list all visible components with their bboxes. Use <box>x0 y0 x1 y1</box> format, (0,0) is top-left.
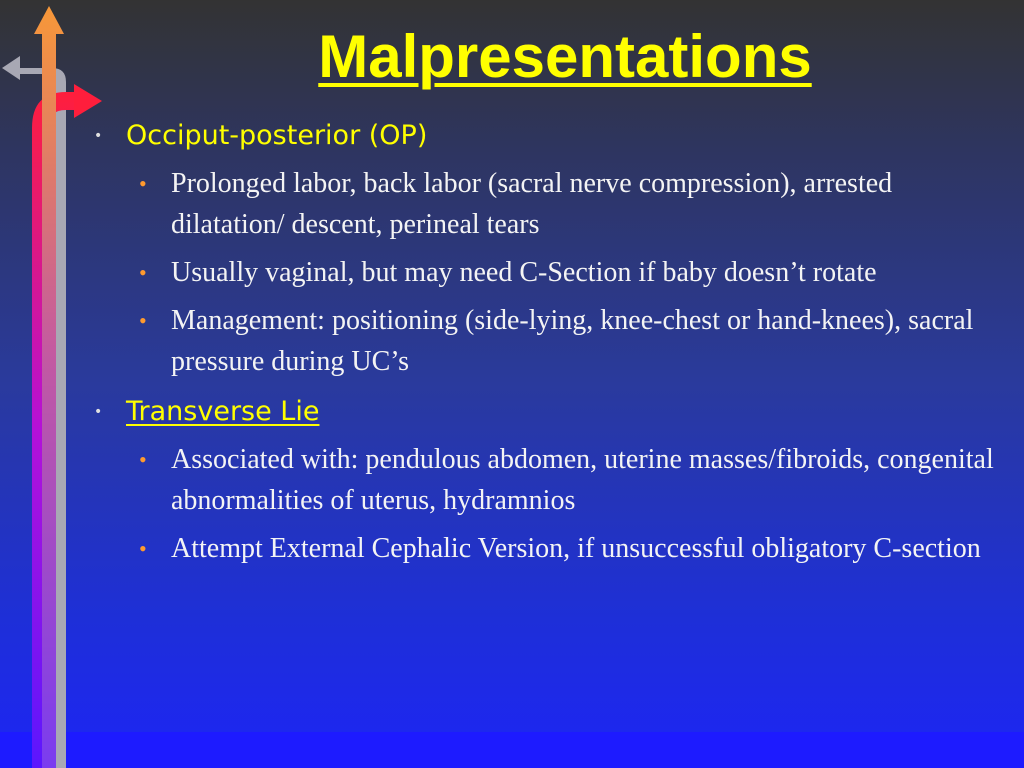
bullet-item <box>138 163 997 245</box>
heading-text: Occiput-posterior (OP) <box>126 120 428 151</box>
bullet-item <box>138 300 997 382</box>
footer-band <box>0 732 1024 768</box>
sub-bullet: • <box>139 171 147 196</box>
bullet-item <box>138 528 997 569</box>
bullet-text: Prolonged labor, back labor (sacral nerve compression), arrested dilatation/ descent, perineal tears <box>171 168 893 240</box>
sub-bullet: • <box>139 308 147 333</box>
section-heading-occiput-posterior <box>92 116 997 156</box>
bullet-item <box>138 252 997 293</box>
heading-text: Transverse Lie <box>126 396 320 427</box>
bullet-item <box>138 439 997 521</box>
bullet-text: Associated with: pendulous abdomen, uterine masses/fibroids, congenital abnormalities of uterus, hydramnios <box>171 444 994 516</box>
sub-bullet: • <box>139 447 147 472</box>
bullet-text: Management: positioning (side-lying, knee-chest or hand-knees), sacral pressure during UC’s <box>171 305 974 377</box>
sub-bullet: • <box>139 260 147 285</box>
slide-title: Malpresentations <box>318 23 812 90</box>
heading-bullet: • <box>94 404 103 420</box>
heading-bullet: • <box>94 128 103 144</box>
slide-content <box>92 116 997 569</box>
bullet-text: Attempt External Cephalic Version, if unsuccessful obligatory C-section <box>171 533 981 564</box>
sub-bullet: • <box>139 536 147 561</box>
section-heading-transverse-lie <box>92 392 997 432</box>
bullet-text: Usually vaginal, but may need C-Section if baby doesn’t rotate <box>171 257 877 288</box>
red-arrow-head <box>74 84 102 118</box>
